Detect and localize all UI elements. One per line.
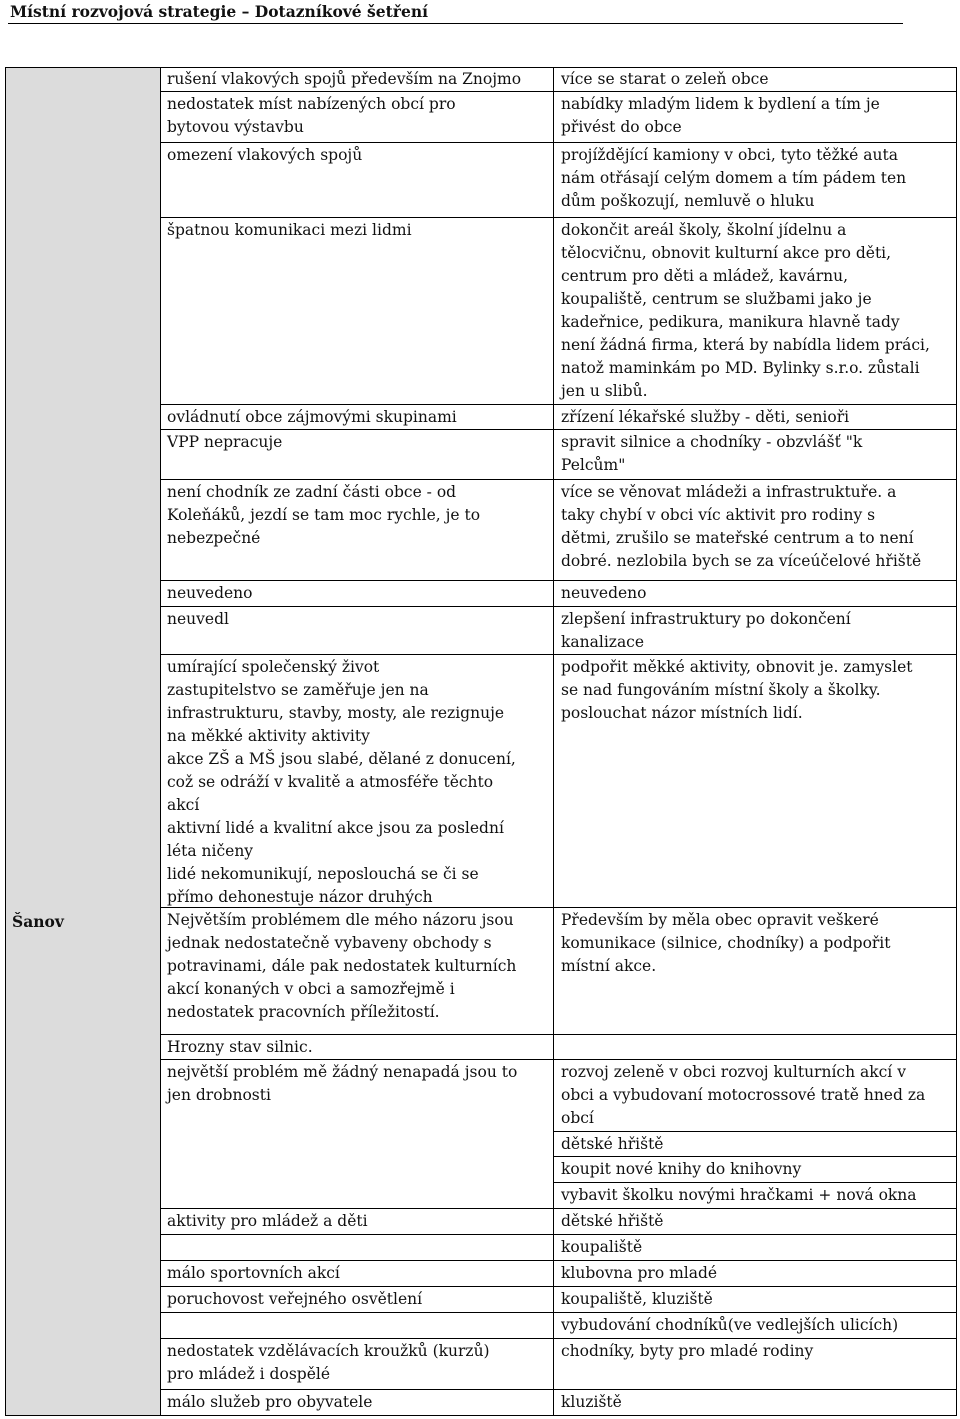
table-row — [5, 1261, 957, 1287]
solution-cell: více se starat o zeleň obce — [554, 67, 956, 92]
solution-cell: vybudování chodníků(ve vedlejších ulicích) — [554, 1313, 956, 1339]
solution-cell: rozvoj zeleně v obci rozvoj kulturních akcí v obci a vybudovaní motocrossové tratě hned za obcí — [554, 1060, 956, 1132]
table-row — [5, 1390, 957, 1416]
solution-cell: kluziště — [554, 1390, 956, 1416]
solution-cell: projíždějící kamiony v obci, tyto těžké auta nám otřásají celým domem a tím pádem ten dům poškozují, nemluvě o hluku — [554, 143, 956, 218]
solution-cell: dětské hřiště — [554, 1209, 956, 1235]
problem-cell: neuvedl — [161, 607, 553, 655]
table-row — [5, 908, 957, 1035]
solution-cell: dětské hřiště — [554, 1132, 956, 1157]
table-row — [5, 1313, 957, 1339]
problem-cell: málo služeb pro obyvatele — [161, 1390, 553, 1416]
table-row — [5, 92, 957, 143]
table-row — [5, 430, 957, 480]
table-row — [5, 1035, 957, 1060]
solution-cell: nabídky mladým lidem k bydlení a tím je přivést do obce — [554, 92, 956, 143]
solution-cell: více se věnovat mládeži a infrastruktuře. a taky chybí v obci víc aktivit pro rodiny s dětmi, zrušilo se mateřské centrum a to není dobré. nezlobila bych se za víceúčelové hřiště — [554, 480, 956, 581]
table-row — [5, 1157, 957, 1183]
table-top-border — [5, 67, 957, 68]
table-row — [5, 1183, 957, 1209]
solution-cell: vybavit školku novými hračkami + nová okna — [554, 1183, 956, 1209]
table-row — [5, 218, 957, 405]
solution-cell: Především by měla obec opravit veškeré komunikace (silnice, chodníky) a podpořit místní akce. — [554, 908, 956, 1035]
table-row — [5, 1209, 957, 1235]
survey-table — [5, 67, 957, 1416]
column-divider — [553, 67, 554, 1416]
problem-cell — [161, 1235, 553, 1261]
table-row — [5, 607, 957, 655]
table-row — [5, 581, 957, 607]
table-row — [5, 1235, 957, 1261]
solution-cell: koupaliště, kluziště — [554, 1287, 956, 1313]
solution-cell: dokončit areál školy, školní jídelnu a tělocvičnu, obnovit kulturní akce pro děti, centrum pro děti a mládež, kavárnu, koupaliště, centrum se službami jako je kadeřnice, pedikura, manikura hlavně tady není žádná firma, která by nabídla lidem práci, natož maminkám po MD. Bylinky s.r.o. zůstali jen u slibů. — [554, 218, 956, 405]
problem-cell: Hrozny stav silnic. — [161, 1035, 553, 1060]
column-divider — [160, 67, 161, 1416]
solution-cell — [554, 1035, 956, 1060]
solution-cell: podpořit měkké aktivity, obnovit je. zamyslet se nad fungováním místní školy a školky. poslouchat názor místních lidí. — [554, 655, 956, 908]
table-row — [5, 655, 957, 908]
title-underline — [8, 23, 903, 24]
table-row — [5, 1132, 957, 1157]
problem-cell: VPP nepracuje — [161, 430, 553, 480]
problem-cell — [161, 1313, 553, 1339]
problem-cell: největší problém mě žádný nenapadá jsou to jen drobnosti — [161, 1060, 553, 1209]
problem-cell: neuvedeno — [161, 581, 553, 607]
page-title: Místní rozvojová strategie – Dotazníkové šetření — [10, 2, 428, 21]
solution-cell: koupit nové knihy do knihovny — [554, 1157, 956, 1183]
problem-cell: ovládnutí obce zájmovými skupinami — [161, 405, 553, 430]
solution-cell: chodníky, byty pro mladé rodiny — [554, 1339, 956, 1390]
table-row — [5, 67, 957, 92]
problem-cell: nedostatek míst nabízených obcí pro bytovou výstavbu — [161, 92, 553, 143]
table-row — [5, 1060, 957, 1132]
problem-cell: špatnou komunikaci mezi lidmi — [161, 218, 553, 405]
problem-cell: Největším problémem dle mého názoru jsou jednak nedostatečně vybaveny obchody s potravinami, dále pak nedostatek kulturních akcí konaných v obci a samozřejmě i nedostatek pracovních příležitostí. — [161, 908, 553, 1035]
problem-cell: poruchovost veřejného osvětlení — [161, 1287, 553, 1313]
problem-cell: nedostatek vzdělávacích kroužků (kurzů) pro mládež i dospělé — [161, 1339, 553, 1390]
solution-cell: spravit silnice a chodníky - obzvlášť "k Pelcům" — [554, 430, 956, 480]
problem-cell: málo sportovních akcí — [161, 1261, 553, 1287]
solution-cell: koupaliště — [554, 1235, 956, 1261]
table-row — [5, 480, 957, 581]
table-bottom-border — [5, 1415, 957, 1416]
table-row — [5, 405, 957, 430]
problem-cell: rušení vlakových spojů především na Znojmo — [161, 67, 553, 92]
table-row — [5, 1287, 957, 1313]
solution-cell: neuvedeno — [554, 581, 956, 607]
problem-cell: umírající společenský život zastupitelstvo se zaměřuje jen na infrastrukturu, stavby, mosty, ale rezignuje na měkké aktivity aktivity akce ZŠ a MŠ jsou slabé, dělané z donucení, což se odráží v kvalitě a atmosféře těchto akcí aktivní lidé a kvalitní akce jsou za poslední léta ničeny lidé nekomunikují, neposlouchá se či se přímo dehonestuje názor druhých — [161, 655, 553, 908]
table-left-border — [5, 67, 6, 1416]
table-row — [5, 1339, 957, 1390]
solution-cell: klubovna pro mladé — [554, 1261, 956, 1287]
table-row — [5, 143, 957, 218]
problem-cell: není chodník ze zadní části obce - od Koleňáků, jezdí se tam moc rychle, je to nebezpečné — [161, 480, 553, 581]
solution-cell: zřízení lékařské služby - děti, senioři — [554, 405, 956, 430]
problem-cell: omezení vlakových spojů — [161, 143, 553, 218]
solution-cell: zlepšení infrastruktury po dokončení kanalizace — [554, 607, 956, 655]
table-right-border — [956, 67, 957, 1416]
problem-cell: aktivity pro mládež a děti — [161, 1209, 553, 1235]
village-name: Šanov — [12, 912, 64, 931]
